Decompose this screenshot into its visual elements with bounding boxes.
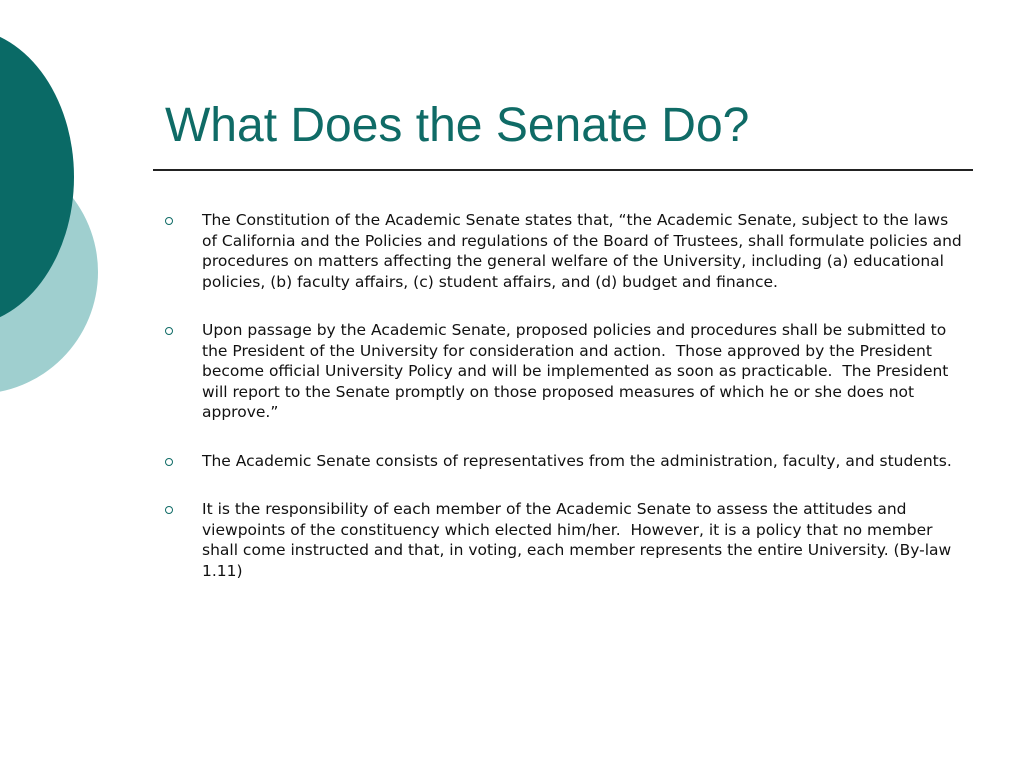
bullet-list <box>164 210 967 609</box>
bullet-item <box>164 320 964 423</box>
hollow-circle-bullet-icon <box>165 327 173 335</box>
bullet-item <box>164 499 964 581</box>
slide-title: What Does the Senate Do? <box>165 99 750 152</box>
hollow-circle-bullet-icon <box>165 506 173 514</box>
hollow-circle-bullet-icon <box>165 217 173 225</box>
bullet-text: The Academic Senate consists of representatives from the administration, faculty, and students. <box>202 451 952 470</box>
bullet-text: Upon passage by the Academic Senate, proposed policies and procedures shall be submitted to the President of the University for consideration and action. Those approved by the President become official University Policy and will be implemented as soon as practicable. The President will report to the Senate promptly on those proposed measures of which he or she does not approve.” <box>202 321 954 421</box>
bullet-text: The Constitution of the Academic Senate states that, “the Academic Senate, subject to the laws of California and the Policies and regulations of the Board of Trustees, shall formulate policies and procedures on matters affecting the general welfare of the University, including (a) educational policies, (b) faculty affairs, (c) student affairs, and (d) budget and finance. <box>202 211 967 291</box>
hollow-circle-bullet-icon <box>165 458 173 466</box>
title-divider <box>153 169 973 171</box>
bullet-text: It is the responsibility of each member of the Academic Senate to assess the attitudes and viewpoints of the constituency which elected him/her. However, it is a policy that no member shall come instructed and that, in voting, each member represents the entire University. (By-law 1.11) <box>202 500 957 580</box>
bullet-item <box>164 210 967 292</box>
bullet-item <box>164 451 964 472</box>
